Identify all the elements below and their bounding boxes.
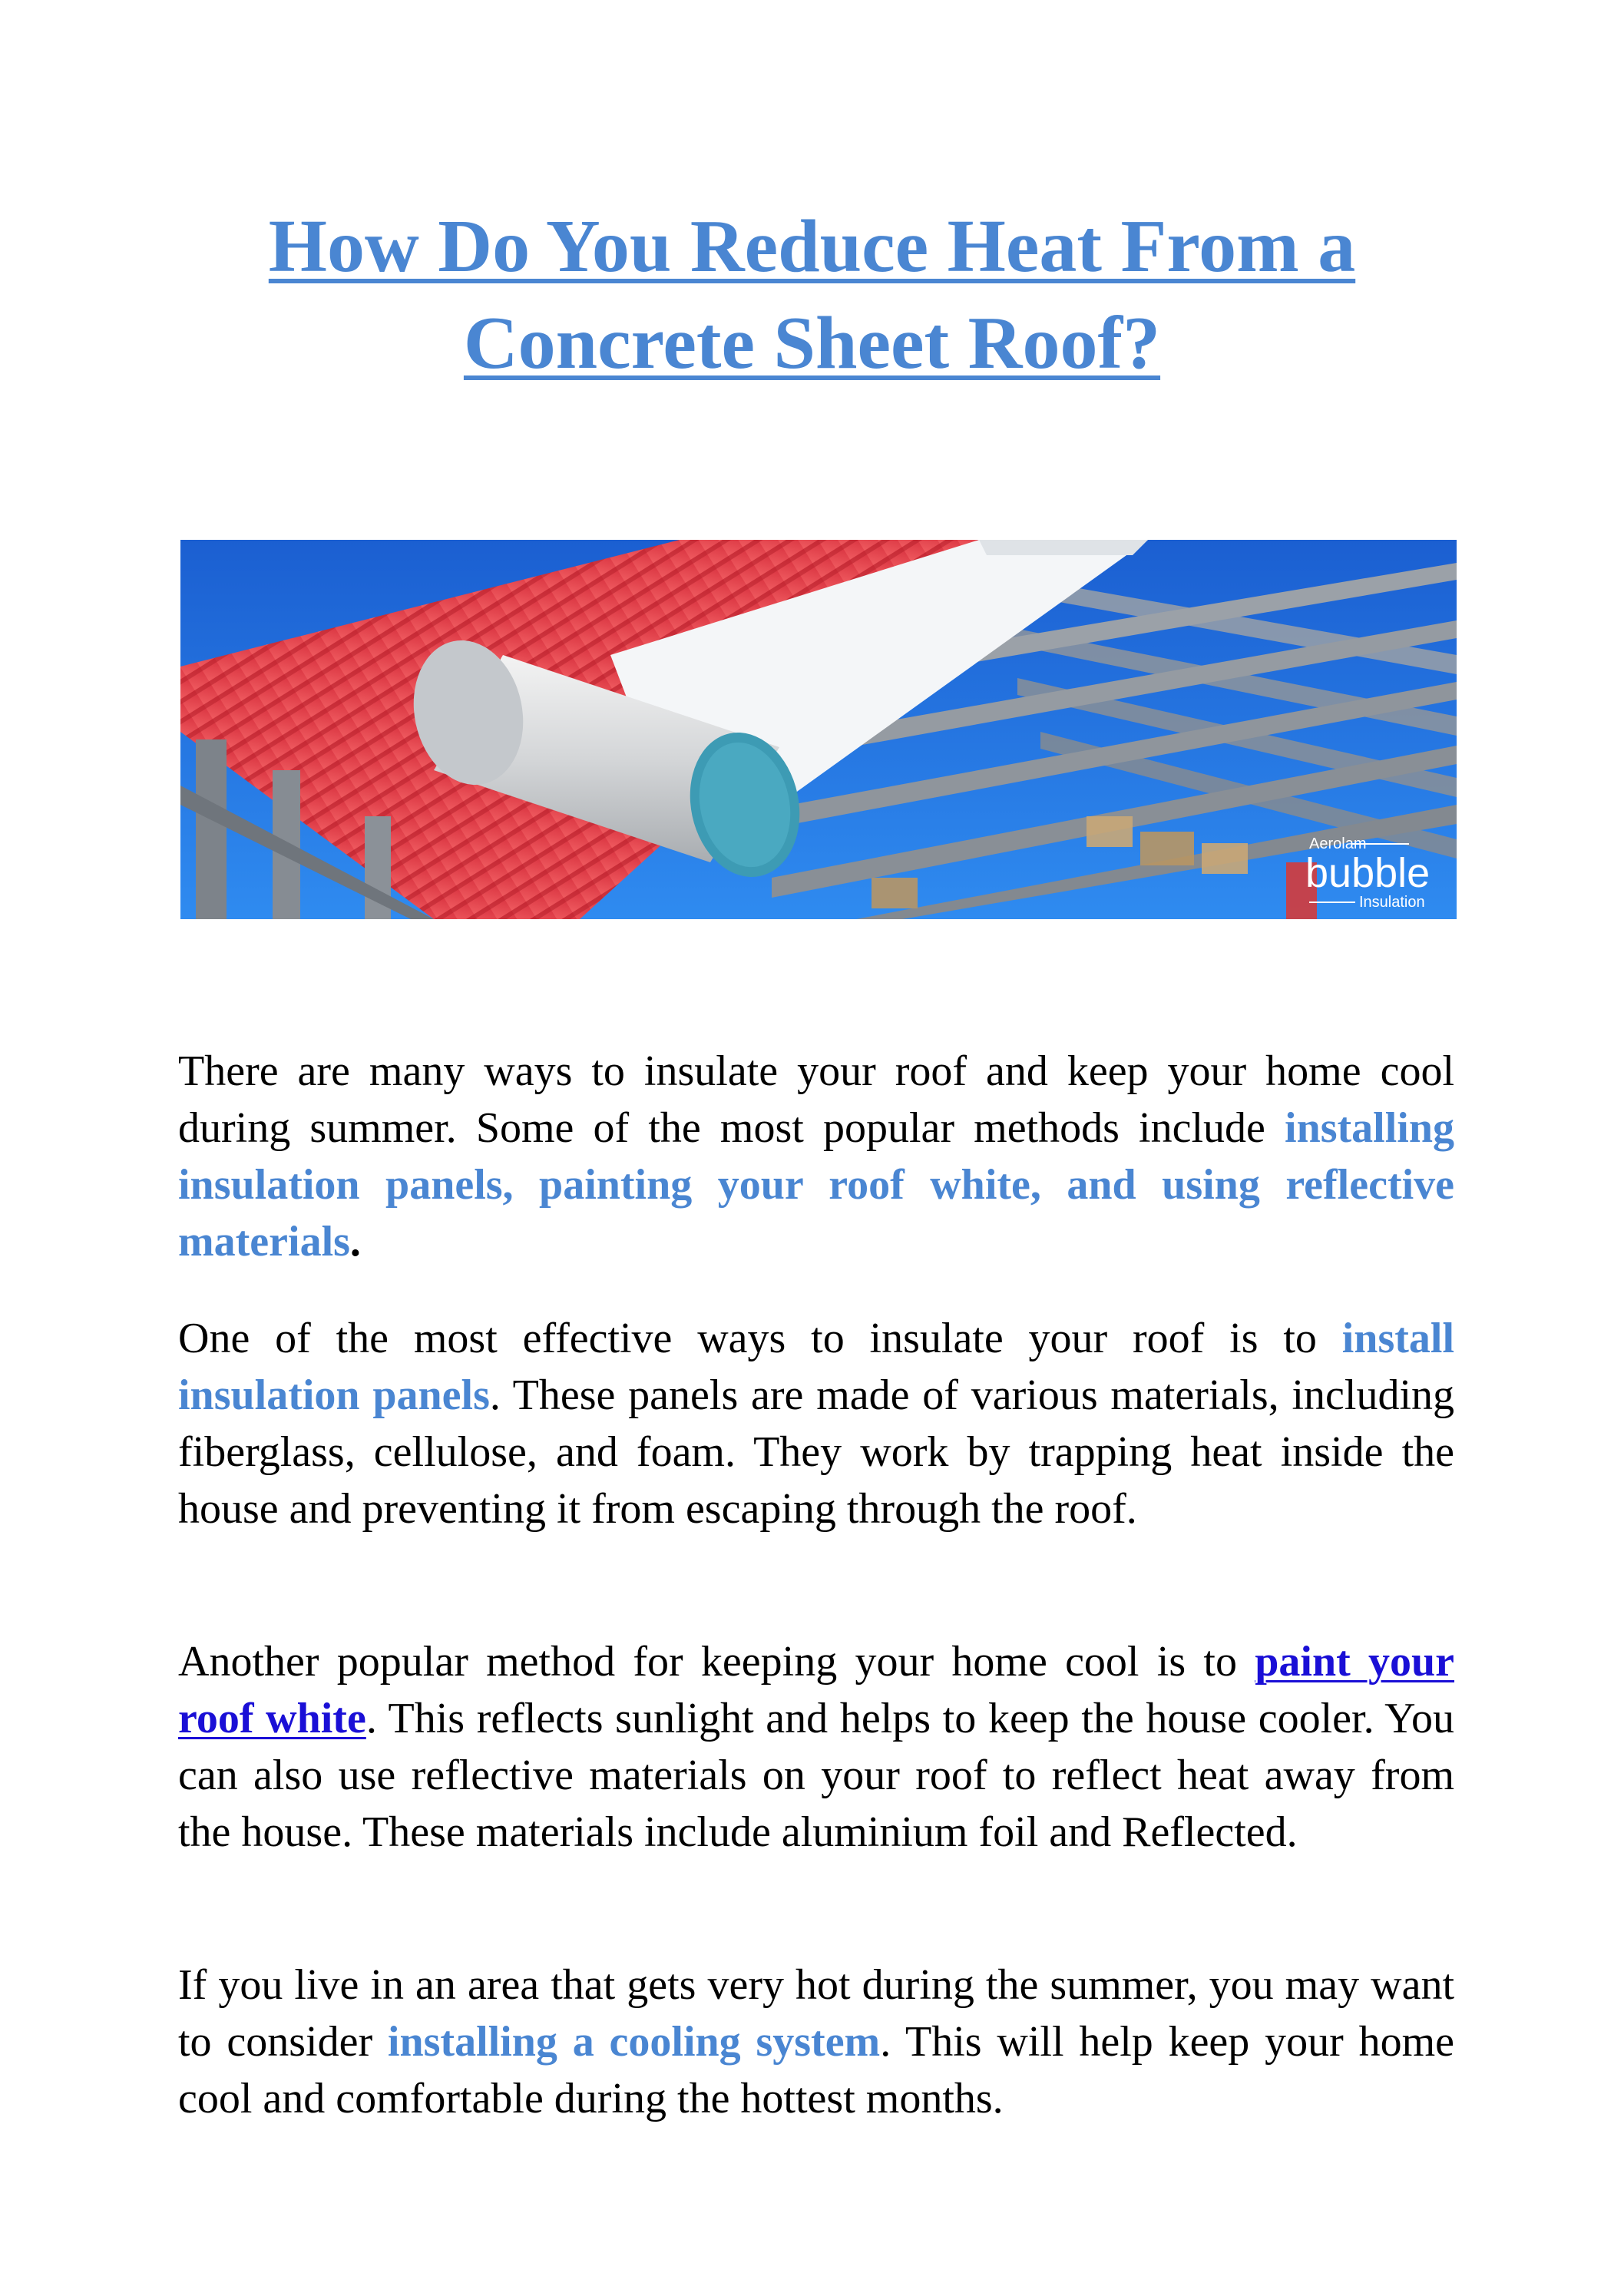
svg-text:Insulation: Insulation bbox=[1359, 894, 1425, 911]
p4-text-b: . This will help keep your home cool and comfortable during the hottest months. bbox=[178, 2018, 1454, 2122]
p3-text-b: . This reflects sunlight and helps to keep the house cooler. You can also use reflective materials on your roof to reflect heat away from the house. These materials include aluminium foil and Reflected. bbox=[178, 1695, 1455, 1856]
p4-text-a: If you live in an area that gets very hot during the summer, you may want to consider bbox=[178, 1961, 1454, 2066]
p3-text-a: Another popular method for keeping your home cool is to bbox=[178, 1638, 1255, 1686]
p1-text-b: . bbox=[349, 1218, 361, 1265]
svg-text:Aerolam: Aerolam bbox=[1309, 835, 1367, 852]
title-line-2: Concrete Sheet Roof? bbox=[463, 302, 1161, 385]
page-title bbox=[138, 198, 1486, 392]
p4-highlight: installing a cooling system bbox=[387, 2018, 881, 2066]
p1-text-a: There are many ways to insulate your roof and keep your home cool during summer. Some of the most popular methods include bbox=[178, 1047, 1454, 1152]
paragraph-4 bbox=[178, 1957, 1454, 2127]
paragraph-3 bbox=[178, 1633, 1454, 1861]
p1-highlight: installing insulation panels, painting your roof white, and using reflective materials bbox=[178, 1104, 1454, 1265]
p2-highlight: install insulation panels bbox=[178, 1315, 1454, 1419]
p2-text-b: . These panels are made of various materials, including fiberglass, cellulose, and foam. They work by trapping heat inside the house and preventing it from escaping through the roof. bbox=[178, 1371, 1454, 1533]
title-line-1: How Do You Reduce Heat From a bbox=[268, 205, 1356, 288]
p2-text-a: One of the most effective ways to insulate your roof is to bbox=[178, 1315, 1342, 1362]
svg-text:bubble: bubble bbox=[1305, 850, 1431, 896]
paint-roof-white-link[interactable]: paint your roof white bbox=[178, 1638, 1455, 1742]
paragraph-1 bbox=[178, 1043, 1454, 1270]
roof-insulation-image bbox=[180, 540, 1457, 919]
paragraph-2 bbox=[178, 1310, 1454, 1537]
